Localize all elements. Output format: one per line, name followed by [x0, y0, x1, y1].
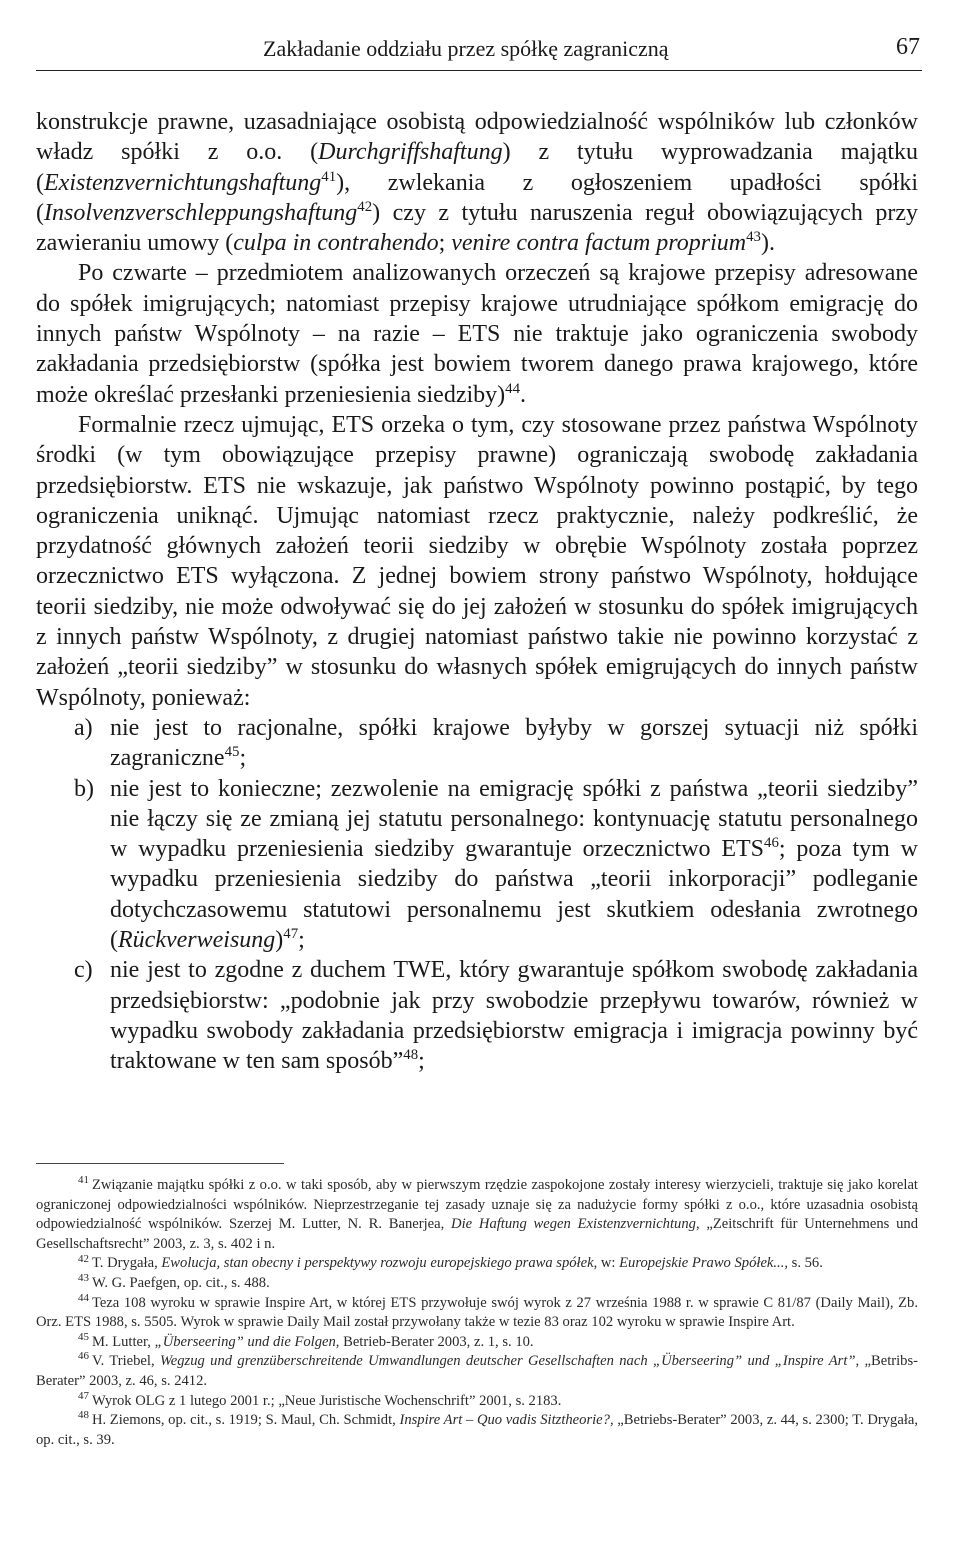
footnote-ref[interactable]: 47	[283, 926, 299, 943]
footnote-43	[36, 1274, 918, 1294]
list-item-b	[36, 774, 918, 956]
footnote-48	[36, 1411, 918, 1450]
text-run: ;	[418, 1048, 425, 1075]
footnote-number: 46	[78, 1350, 89, 1363]
footnote-ref[interactable]: 48	[403, 1047, 419, 1064]
paragraph-2	[36, 258, 918, 409]
footnote-ref[interactable]: 41	[321, 168, 337, 185]
footnote-ref[interactable]: 43	[746, 229, 761, 246]
text-run: ; poza tym w wypadku przeniesienia siedziby do państwa „teorii inkorporacji” podleganie dotychczasowemu statutowi personalnemu jest skutkiem odesłania zwrotnego (	[110, 836, 919, 954]
main-text	[36, 107, 918, 1077]
text-run: Formalnie rzecz ujmując, ETS orzeka o tym, czy stosowane przez państwa Wspólnoty środki (w tym obowiązujące przepisy prawne) ograniczają swobodę zakładania przedsiębiorstw. ETS nie wskazuje, jak państwo Wspólnoty powinno postąpić, by tego ograniczenia uniknąć. Ujmując natomiast rzecz praktycznie, należy podkreślić, że przydatność głównych założeń teorii siedziby w obrębie Wspólnoty została poprzez orzecznictwo ETS wyłączona. Z jednej bowiem strony państwo Wspólnoty, hołdujące teorii siedziby, nie może odwoływać się do jej założeń w stosunku do spółek imigrujących z innych państw Wspólnoty, z drugiej natomiast państwo takie nie powinno korzystać z założeń „teorii siedziby” w stosunku do własnych spółek emigrujących do innych państw Wspólnoty, ponieważ:	[36, 411, 918, 711]
footnote-45	[36, 1330, 918, 1353]
list-item-a	[36, 713, 918, 774]
footnote-46	[36, 1352, 918, 1391]
footnotes	[36, 1176, 918, 1450]
reason-list	[36, 713, 918, 1077]
footnote-number: 43	[78, 1272, 89, 1285]
footnote-number: 47	[78, 1389, 89, 1402]
footnote-number: 41	[78, 1174, 89, 1187]
text-run: .	[520, 381, 526, 408]
text-run: ).	[760, 230, 775, 257]
page-header	[36, 36, 922, 71]
footnote-ref[interactable]: 44	[505, 380, 520, 397]
text-run: ;	[239, 745, 247, 772]
footnote-text: , Betrieb-Berater 2003, z. 1, s. 10.	[335, 1333, 534, 1350]
footnote-number: 45	[78, 1330, 89, 1343]
list-marker: b)	[74, 775, 94, 802]
footnote-text: , w:	[593, 1255, 620, 1272]
list-item-text	[110, 955, 918, 1076]
italic-title: Inspire Art – Quo vadis Sitztheorie?	[399, 1412, 610, 1429]
footnote-text: T. Drygała,	[91, 1255, 162, 1272]
footnote-text: Wyrok OLG z 1 lutego 2001 r.; „Neue Juristische Wochenschrift” 2001, s. 2183.	[91, 1392, 562, 1409]
footnote-ref[interactable]: 45	[224, 744, 240, 761]
footnote-number: 44	[78, 1291, 89, 1304]
footnote-41	[36, 1176, 918, 1254]
list-item-text	[110, 713, 918, 774]
footnote-text: H. Ziemons, op. cit., s. 1919; S. Maul, Ch. Schmidt,	[91, 1412, 400, 1429]
footnote-ref[interactable]: 42	[357, 198, 373, 215]
italic-title: Die Haftung wegen Existenzvernichtung	[451, 1216, 696, 1233]
list-item-text	[110, 774, 918, 956]
footnote-separator	[36, 1163, 284, 1164]
text-run: nie jest to racjonalne, spółki krajowe byłyby w gorszej sytuacji niż spółki zagraniczne	[110, 714, 918, 772]
footnote-text: V. Triebel,	[91, 1353, 160, 1370]
list-marker: c)	[74, 957, 93, 984]
footnote-number: 48	[78, 1409, 89, 1422]
text-run: ) czy z tytułu naruszenia reguł obowiązujących przy zawieraniu umowy (	[36, 199, 918, 257]
footnote-42	[36, 1254, 918, 1274]
footnote-text: , „Zeitschrift für Unternehmens und Gesellschaftsrecht” 2003, z. 3, s. 402 i n.	[36, 1216, 918, 1252]
italic-title: Wegzug und grenzüberschreitende Umwandlungen deutscher Gesellschaften nach „Überseering” und „Inspire Art”	[159, 1353, 856, 1370]
text-run: ), zwlekania z ogłoszeniem upadłości spółki (	[36, 169, 918, 226]
italic-term: venire contra factum proprium	[451, 230, 747, 257]
footnote-text: , s. 56.	[784, 1255, 823, 1272]
text-run: ) z tytułu wyprowadzania majątku (	[36, 139, 918, 196]
list-item-c	[36, 955, 918, 1076]
page-number: 67	[896, 34, 920, 60]
footnote-text: , „Betribs-Berater” 2003, z. 46, s. 2412.	[36, 1353, 919, 1389]
text-run: Po czwarte – przedmiotem analizowanych orzeczeń są krajowe przepisy adresowane do spółek imigrujących; natomiast przepisy krajowe utrudniające spółkom emigrację do innych państw Wspólnoty – na razie – ETS nie traktuje jako ograniczenia swobody zakładania przedsiębiorstw (spółka jest bowiem tworem danego prawa krajowego, które może określać przesłanki przeniesienia siedziby)	[36, 260, 918, 408]
italic-title: „Überseering” und die Folgen	[154, 1333, 336, 1350]
italic-title: Europejskie Prawo Spółek...	[619, 1255, 785, 1272]
text-run: nie jest to konieczne; zezwolenie na emigrację spółki z państwa „teorii siedziby” nie łączy się ze zmianą jej statutu personalnego: kontynuację statutu personalnego w wypadku przeniesienia siedziby gwarantuje orzecznictwo ETS	[110, 775, 918, 863]
italic-term: Existenzvernichtungshaftung	[44, 169, 322, 196]
footnote-text: M. Lutter,	[91, 1333, 155, 1350]
text-run: ;	[438, 230, 452, 257]
italic-term: Rückverweisung	[118, 927, 276, 954]
italic-term: Insolvenzverschleppungshaftung	[44, 199, 358, 226]
text-run: konstrukcje prawne, uzasadniające osobistą odpowiedzialność wspólników lub członków władz spółki z o.o. (	[36, 109, 918, 166]
footnote-text: W. G. Paefgen, op. cit., s. 488.	[91, 1274, 270, 1291]
italic-term: Durchgriffshaftung	[318, 139, 503, 166]
paragraph-3	[36, 410, 918, 713]
text-run: )	[275, 927, 284, 954]
footnote-47	[36, 1389, 918, 1412]
footnote-text: Teza 108 wyroku w sprawie Inspire Art, w której ETS przywołuje swój wyrok z 27 września 1988 r. w sprawie C 81/87 (Daily Mail), Zb. Orz. ETS 1988, s. 5505. Wyrok w sprawie Daily Mail został przywołany także w tezie 83 oraz 102 wyroku w sprawie Inspire Art.	[36, 1294, 918, 1331]
running-title: Zakładanie oddziału przez spółkę zagraniczną	[263, 36, 669, 61]
footnote-text: , „Betriebs-Berater” 2003, z. 44, s. 2300; T. Drygała, op. cit., s. 39.	[36, 1412, 918, 1448]
text-run: nie jest to zgodne z duchem TWE, który gwarantuje spółkom swobodę zakładania przedsiębiorstw: „podobnie jak przy swobodzie przepływu towarów, również w wypadku swobody zakładania przedsiębiorstw emigracja i imigracja powinny być traktowane w ten sam sposób”	[110, 957, 918, 1075]
text-run: ;	[298, 927, 305, 954]
italic-title: Ewolucja, stan obecny i perspektywy rozwoju europejskiego prawa spółek	[161, 1255, 594, 1272]
list-marker: a)	[74, 714, 93, 741]
footnote-44	[36, 1291, 918, 1333]
footnote-number: 42	[78, 1252, 89, 1265]
footnote-text: Związanie majątku spółki z o.o. w taki sposób, aby w pierwszym rzędzie zaspokojone zostały interesy wierzycieli, traktuje się jako korelat ograniczonej odpowiedzialności wspólników. Nieprzestrzeganie tej zasady uznaje się za nadużycie formy spółki z o.o., które uzasadnia osobistą odpowiedzialność wspólników. Szerzej M. Lutter, N. R. Banerjea,	[36, 1177, 918, 1233]
footnote-ref[interactable]: 46	[764, 835, 779, 852]
italic-term: culpa in contrahendo	[233, 230, 439, 257]
paragraph-1	[36, 107, 918, 258]
